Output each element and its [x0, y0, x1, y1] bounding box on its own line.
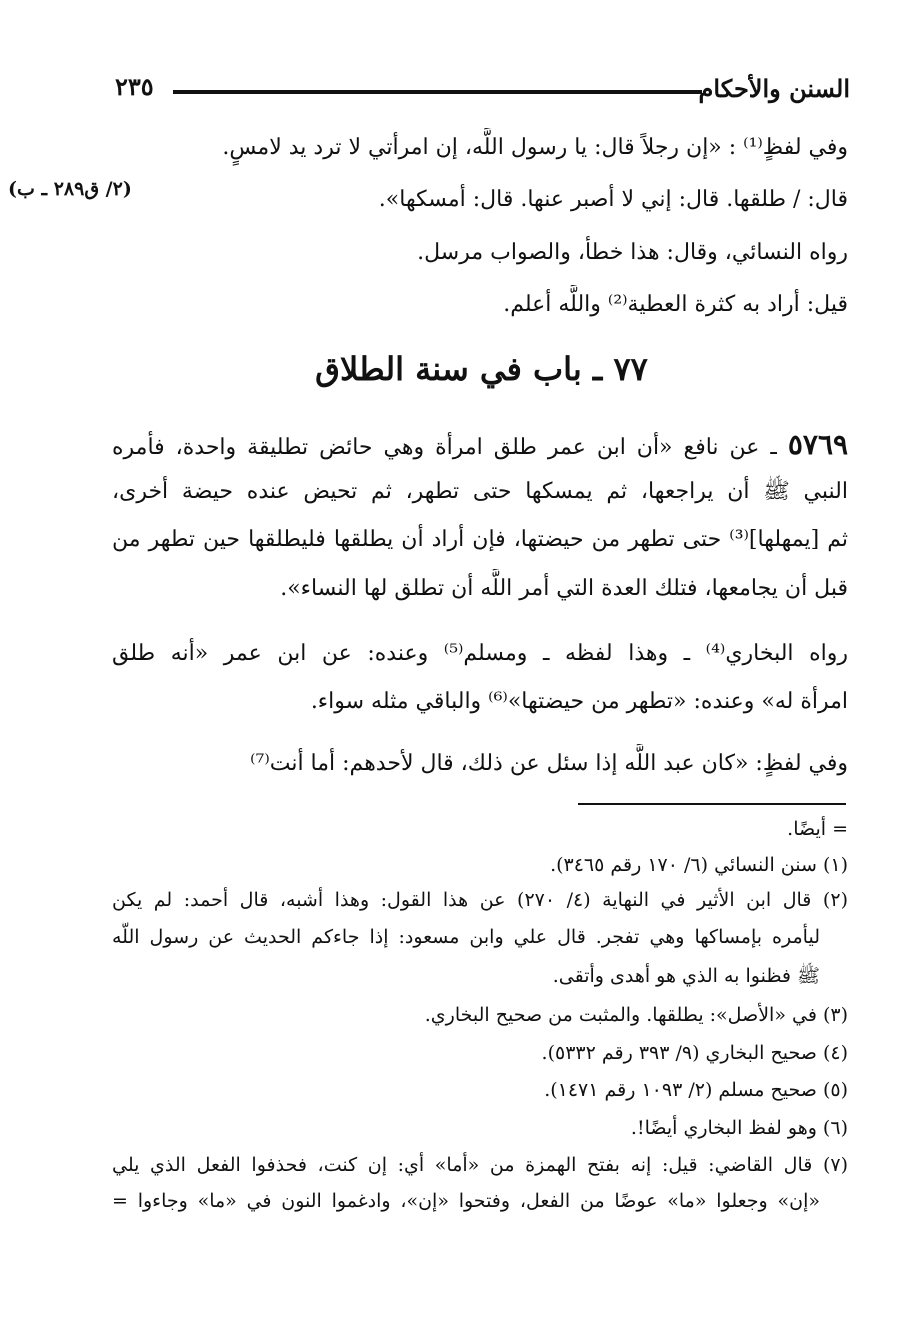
hadith-text: ـ عن نافع «أن ابن عمر طلق امرأة وهي حائض تطليقة واحدة، فأمره	[112, 435, 777, 460]
header-rule	[173, 90, 702, 94]
text-line: قال: / طلقها. قال: إني لا أصبر عنها. قال: أمسكها».	[378, 187, 848, 212]
hadith-line: قبل أن يجامعها، فتلك العدة التي أمر اللَّه أن تطلق لها النساء».	[280, 576, 848, 601]
footnote-line: (٣) في «الأصل»: يطلقها. والمثبت من صحيح البخاري.	[424, 1004, 848, 1026]
footnote-line: ليأمره بإمساكها وهي تفجر. قال علي وابن مسعود: إذا جاءكم الحديث عن رسول اللَّه	[112, 926, 820, 948]
narration-line: رواه البخاري⁽⁴⁾ ـ وهذا لفظه ـ ومسلم⁽⁵⁾ وعنده: عن ابن عمر «أنه طلق	[112, 641, 848, 666]
footnote-line: (٢) قال ابن الأثير في النهاية (٤/ ٢٧٠) عن هذا القول: وهذا أشبه، قال أحمد: لم يكن	[112, 889, 848, 911]
hadith-number: ٥٧٦٩	[787, 428, 848, 461]
page-header	[115, 70, 850, 110]
footnote-separator	[578, 803, 846, 805]
page-number: ٢٣٥	[115, 72, 154, 101]
footnote-line: (٧) قال القاضي: قيل: إنه بفتح الهمزة من «أما» أي: إن كنت، فحذفوا الفعل الذي يلي	[112, 1154, 848, 1176]
section-heading: ٧٧ ـ باب في سنة الطلاق	[315, 350, 648, 388]
text-line: قيل: أراد به كثرة العطية⁽²⁾ واللَّه أعلم.	[503, 292, 848, 317]
footnote-line: (١) سنن النسائي (٦/ ١٧٠ رقم ٣٤٦٥).	[550, 854, 848, 876]
footnote-continuation: = أيضًا.	[787, 818, 848, 840]
narration-line: وفي لفظٍ: «كان عبد اللَّه إذا سئل عن ذلك، قال لأحدهم: أما أنت⁽⁷⁾	[250, 751, 848, 776]
hadith-line: ثم [يمهلها]⁽³⁾ حتى تطهر من حيضتها، فإن أراد أن يطلقها فليطلقها حين تطهر من	[112, 527, 848, 552]
footnote-line: (٦) وهو لفظ البخاري أيضًا!.	[630, 1117, 848, 1139]
text-line: رواه النسائي، وقال: هذا خطأ، والصواب مرسل.	[417, 240, 848, 265]
manuscript-folio-note: (٢/ ق٢٨٩ ـ ب)	[8, 178, 132, 200]
narration-line: امرأة له» وعنده: «تطهر من حيضتها»⁽⁶⁾ والباقي مثله سواء.	[310, 689, 848, 714]
text-line: وفي لفظٍ⁽¹⁾ : «إن رجلاً قال: يا رسول اللَّه، إن امرأتي لا ترد يد لامسٍ.	[222, 135, 848, 160]
hadith-line	[112, 425, 848, 469]
running-title: السنن والأحكام	[698, 74, 850, 103]
footnote-line: «إن» وجعلوا «ما» عوضًا من الفعل، وفتحوا «إن»، وادغموا النون في «ما» وجاءوا =	[112, 1190, 820, 1212]
hadith-line: النبي ﷺ أن يراجعها، ثم يمسكها حتى تطهر، ثم تحيض عنده حيضة أخرى،	[112, 479, 848, 504]
footnote-line: (٥) صحيح مسلم (٢/ ١٠٩٣ رقم ١٤٧١).	[544, 1079, 848, 1101]
footnote-line: ﷺ فظنوا به الذي هو أهدى وأتقى.	[552, 965, 820, 987]
footnote-line: (٤) صحيح البخاري (٩/ ٣٩٣ رقم ٥٣٣٢).	[541, 1042, 848, 1064]
